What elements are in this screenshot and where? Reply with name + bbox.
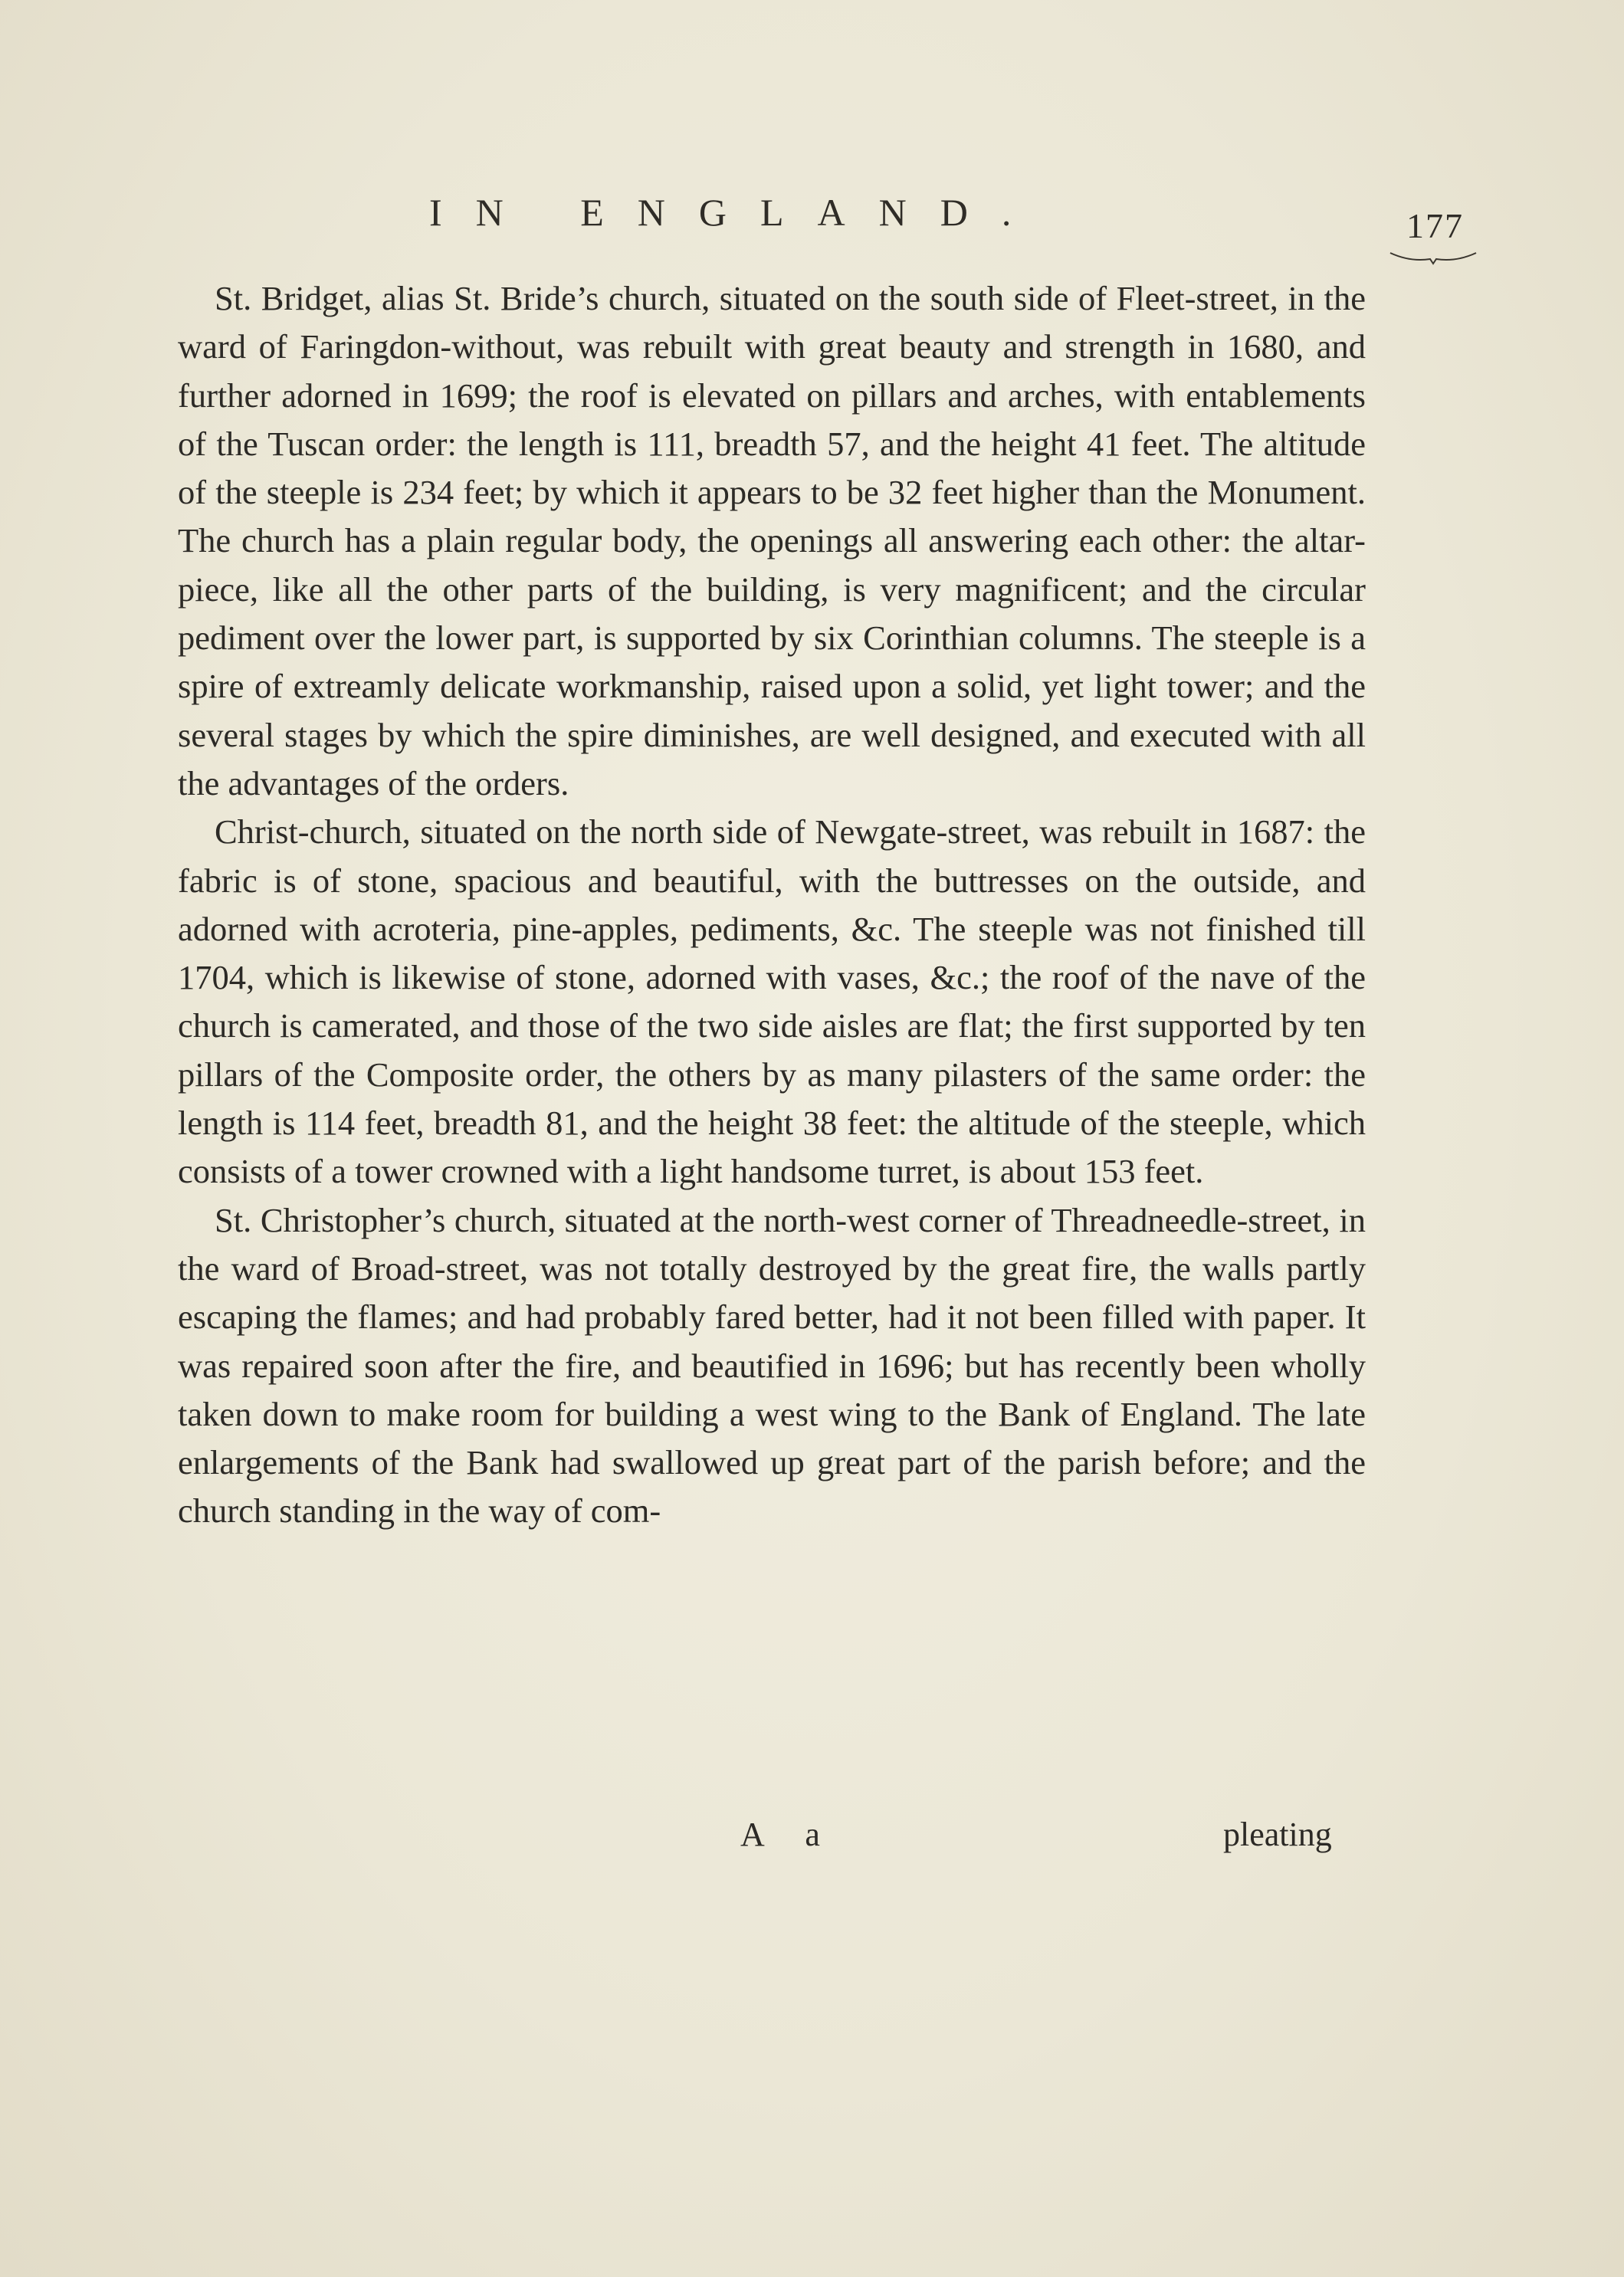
page-header: [0, 190, 1624, 251]
page-number-underline: [1387, 250, 1479, 265]
paragraph-st-bridget: St. Bridget, alias St. Bride’s church, situated on the south side of Fleet-street, in the ward of Faringdon-without, was rebuilt with great beauty and strength in 1680, and further adorned in 1699; the roof is elevated on pillars and arches, with entablements of the Tuscan order: the length is 111, breadth 57, and the height 41 feet. The altitude of the steeple is 234 feet; by which it appears to be 32 feet higher than the Monument. The church has a plain regular body, the openings all answering each other: the altar-piece, like all the other parts of the building, is very magnificent; and the circular pediment over the lower part, is supported by six Corinthian columns. The steeple is a spire of extreamly delicate workmanship, raised upon a solid, yet light tower; and the several stages by which the spire diminishes, are well designed, and executed with all the advantages of the orders.: [178, 279, 1366, 802]
paragraph-christ-church: Christ-church, situated on the north side of Newgate-street, was rebuilt in 1687: the fabric is of stone, spacious and beautiful, with the buttresses on the outside, and adorned with acroteria, pine-apples, pediments, &c. The steeple was not finished till 1704, which is likewise of stone, adorned with vases, &c.; the roof of the nave of the church is camerated, and those of the two side aisles are flat; the first supported by ten pillars of the Composite order, the others by as many pilasters of the same order: the length is 114 feet, breadth 81, and the height 38 feet: the altitude of the steeple, which consists of a tower crowned with a light handsome turret, is about 153 feet.: [178, 812, 1366, 1191]
catchword: pleating: [1223, 1816, 1332, 1853]
running-head: IN ENGLAND.: [429, 191, 1045, 234]
page-number: 177: [1406, 206, 1464, 245]
body-text: [178, 274, 1366, 1536]
paragraph-st-christopher: St. Christopher’s church, situated at the north-west corner of Threadneedle-street, in the ward of Broad-street, was not totally destroyed by the great fire, the walls partly escaping the flames; and had probably fared better, had it not been filled with paper. It was repaired soon after the fire, and beautified in 1696; but has recently been wholly taken down to make room for building a west wing to the Bank of England. The late enlargements of the Bank had swallowed up great part of the parish before; and the church standing in the way of com-: [178, 1200, 1366, 1531]
signature-mark: A a: [740, 1816, 837, 1853]
page-footer: [0, 1815, 1624, 1861]
